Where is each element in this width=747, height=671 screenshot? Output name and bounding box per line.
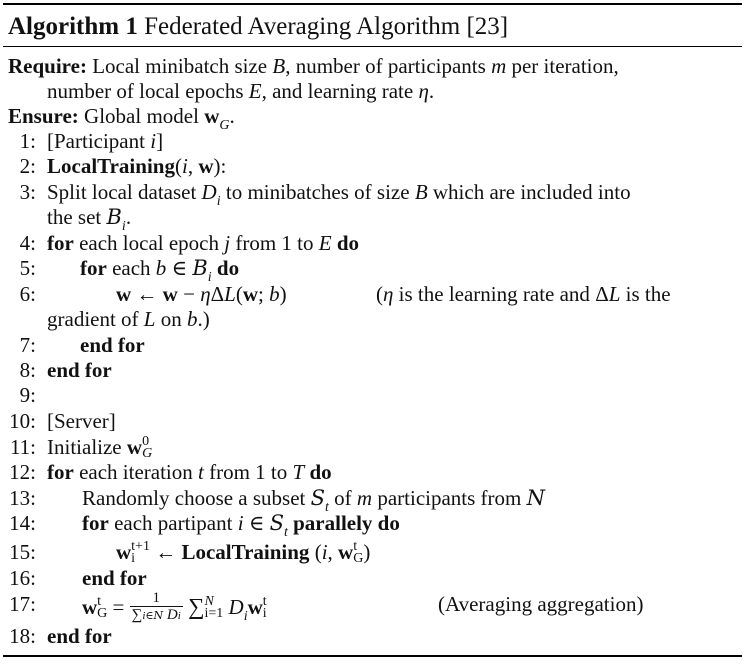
var-B: B [414, 180, 428, 204]
line-number: 4: [19, 231, 36, 255]
require-text: number of local epochs [47, 79, 244, 103]
set-N: N [153, 609, 164, 622]
code-text: , [187, 154, 199, 178]
line-number: 8: [19, 358, 36, 382]
code-text: ( [376, 282, 383, 306]
var-w: w [116, 540, 132, 564]
subscript: t [325, 500, 329, 515]
title-rule [3, 46, 742, 47]
line-number: 3: [19, 180, 36, 204]
code-line-6-comment [376, 282, 671, 306]
var-w: w [82, 594, 98, 619]
var-j: j [224, 231, 231, 255]
code-text: participants from [377, 486, 522, 510]
var-t: t [198, 460, 204, 484]
code-line-2 [47, 154, 226, 178]
line-number: 17: [9, 592, 36, 616]
var-D: D [201, 180, 217, 204]
subscript: i [177, 610, 181, 622]
var-w: w [242, 282, 258, 306]
code-text: ( [314, 540, 322, 564]
var-i: i [237, 511, 244, 535]
set-N: N [526, 486, 546, 510]
keyword-for: for [80, 256, 107, 280]
var-b: b [269, 282, 280, 306]
var-m: m [491, 54, 507, 78]
code-line-17-comment [438, 592, 643, 616]
code-line-11 [47, 435, 152, 461]
arrow-left: ← [155, 540, 177, 564]
var-w: w [247, 594, 263, 619]
line-number: 6: [19, 282, 36, 306]
code-text: each local epoch [79, 231, 219, 255]
code-line-15 [116, 540, 370, 566]
var-eta: η [383, 282, 394, 306]
line-number: 12: [9, 460, 36, 484]
code-line-10 [47, 409, 116, 433]
line-number: 11: [9, 435, 36, 459]
sum-limits [204, 596, 223, 620]
set-S: S [269, 511, 284, 535]
superscript: t [353, 539, 358, 555]
var-L: L [224, 282, 236, 306]
var-w: w [204, 104, 220, 128]
symbol-in: ∈ [171, 256, 188, 280]
var-m: m [356, 486, 373, 510]
code-text: .) [197, 307, 210, 331]
var-i: i [181, 154, 188, 178]
line-number: 5: [19, 256, 36, 280]
sup-sub-stack [97, 596, 107, 620]
code-text: [Server] [47, 409, 116, 433]
code-text: ; [257, 282, 264, 306]
line-number: 1: [19, 129, 36, 153]
superscript: t [262, 594, 267, 609]
require-text: Local minibatch size [92, 54, 268, 78]
fraction-numerator: 1 [130, 590, 183, 607]
code-line-6-cont [47, 307, 210, 331]
code-line-4 [47, 231, 359, 255]
var-E: E [248, 79, 262, 103]
var-eta: η [418, 79, 429, 103]
symbol-minus: − [183, 282, 195, 306]
var-E: E [318, 231, 332, 255]
symbol-delta: Δ [210, 282, 225, 306]
keyword-parallely-do: parallely do [293, 511, 400, 535]
code-text: Split local dataset [47, 180, 197, 204]
ensure-line [8, 104, 235, 132]
sum-lower: i=1 [204, 606, 224, 621]
subscript: G [353, 551, 364, 567]
require-text: , number of participants [285, 54, 486, 78]
var-w: w [338, 540, 354, 564]
code-line-6 [116, 282, 287, 306]
sum-upper: N [204, 594, 214, 609]
sup-sub-stack [353, 541, 363, 565]
code-text: ( [174, 154, 182, 178]
line-number: 7: [19, 333, 36, 357]
line-number: 14: [9, 511, 36, 535]
sup-sub-stack [142, 436, 152, 460]
algorithm-name: Federated Averaging Algorithm [23] [144, 13, 509, 40]
fraction [130, 590, 183, 624]
func-name: LocalTraining [181, 540, 310, 564]
require-text: , and learning rate [261, 79, 414, 103]
var-i: i [150, 129, 157, 153]
func-name: LocalTraining [47, 154, 175, 178]
keyword-end-for: end for [80, 333, 145, 357]
superscript: 0 [142, 434, 150, 450]
code-line-3 [47, 180, 631, 208]
code-text: . [125, 205, 132, 229]
sup-sub-stack [131, 541, 150, 565]
keyword-end-for: end for [47, 624, 112, 648]
code-text: ) [363, 540, 371, 564]
subscript: i [216, 194, 221, 209]
line-number: 13: [9, 486, 36, 510]
sum-symbol: ∑ [188, 593, 205, 619]
require-line-1 [8, 54, 619, 78]
var-w: w [126, 435, 143, 459]
require-label: Require: [8, 54, 87, 78]
subscript: i [121, 219, 126, 234]
keyword-end-for: end for [47, 358, 112, 382]
subscript: G [142, 446, 153, 462]
set-B: B [106, 205, 122, 229]
require-text: . [428, 79, 435, 103]
var-L: L [143, 307, 156, 331]
code-text: ): [213, 154, 227, 178]
subscript: t [283, 525, 288, 540]
ensure-text: Global model [84, 104, 199, 128]
keyword-for: for [47, 231, 74, 255]
code-text: of [334, 486, 352, 510]
require-text: per iteration, [511, 54, 619, 78]
code-text: Initialize [47, 435, 122, 459]
code-text: each partipant [114, 511, 233, 535]
code-line-5 [80, 256, 239, 284]
algorithm-label: Algorithm 1 [8, 13, 138, 40]
subscript: i∈ [142, 610, 154, 622]
var-w: w [116, 282, 132, 306]
line-number: 2: [19, 154, 36, 178]
var-D: D [228, 594, 244, 619]
code-text: from 1 to [235, 231, 314, 255]
var-i: i [321, 540, 328, 564]
code-line-14 [82, 511, 400, 539]
var-T: T [292, 460, 305, 484]
line-number: 15: [9, 540, 36, 564]
subscript: i [243, 608, 248, 624]
require-line-2 [47, 79, 434, 103]
symbol-in: ∈ [248, 511, 265, 535]
code-text: , [327, 540, 339, 564]
code-text: is the [625, 282, 671, 306]
top-rule [3, 3, 742, 5]
var-w: w [198, 154, 214, 178]
code-line-1 [47, 129, 163, 153]
subscript: i [131, 551, 136, 567]
superscript: t [97, 594, 102, 609]
var-eta: η [200, 282, 211, 306]
code-comment: (Averaging aggregation) [438, 592, 644, 616]
code-line-7 [80, 333, 145, 357]
code-text: the set [47, 205, 102, 229]
set-S: S [310, 486, 326, 510]
subscript: G [219, 118, 230, 133]
line-number: 10: [9, 409, 36, 433]
arrow-left: ← [136, 282, 158, 306]
keyword-for: for [47, 460, 74, 484]
code-line-16 [82, 566, 147, 590]
code-text: from 1 to [209, 460, 288, 484]
code-text: gradient of [47, 307, 139, 331]
line-number: 16: [9, 566, 36, 590]
subscript: i [262, 606, 267, 621]
ensure-end: . [229, 104, 235, 128]
code-text: on [160, 307, 182, 331]
code-line-13 [82, 486, 545, 514]
keyword-for: for [82, 511, 109, 535]
symbol-equals: = [112, 594, 125, 619]
code-line-12 [47, 460, 332, 484]
set-B: B [192, 256, 208, 280]
keyword-do: do [216, 256, 240, 280]
var-B: B [272, 54, 286, 78]
line-number: 9: [19, 383, 36, 407]
code-line-17 [82, 592, 267, 626]
code-text: [Participant [47, 129, 151, 153]
code-text: to minibatches of size [225, 180, 410, 204]
code-text: which are included into [432, 180, 631, 204]
sup-sub-stack [263, 596, 267, 620]
keyword-end-for: end for [82, 566, 147, 590]
var-b: b [155, 256, 167, 280]
bottom-rule [3, 655, 742, 657]
code-text: ) [279, 282, 287, 306]
line-number: 18: [9, 624, 36, 648]
code-text: each [112, 256, 151, 280]
algorithm-title [8, 13, 508, 41]
keyword-do: do [309, 460, 332, 484]
symbol-delta: Δ [595, 282, 609, 306]
code-text: is the learning rate and [398, 282, 590, 306]
code-text: Randomly choose a subset [82, 486, 306, 510]
code-line-3-cont [47, 205, 131, 233]
code-line-18 [47, 624, 112, 648]
code-text: ] [156, 129, 164, 153]
var-D: D [166, 607, 178, 623]
subscript: i [207, 270, 212, 285]
var-L: L [608, 282, 621, 306]
var-w: w [162, 282, 178, 306]
keyword-do: do [336, 231, 360, 255]
code-line-8 [47, 358, 112, 382]
ensure-label: Ensure: [8, 104, 79, 128]
code-text: each iteration [79, 460, 193, 484]
sum-symbol: ∑ [131, 607, 143, 623]
var-b: b [186, 307, 198, 331]
superscript: t+1 [131, 539, 150, 555]
code-text: ( [235, 282, 243, 306]
subscript: G [97, 606, 108, 621]
fraction-denominator [130, 607, 183, 624]
